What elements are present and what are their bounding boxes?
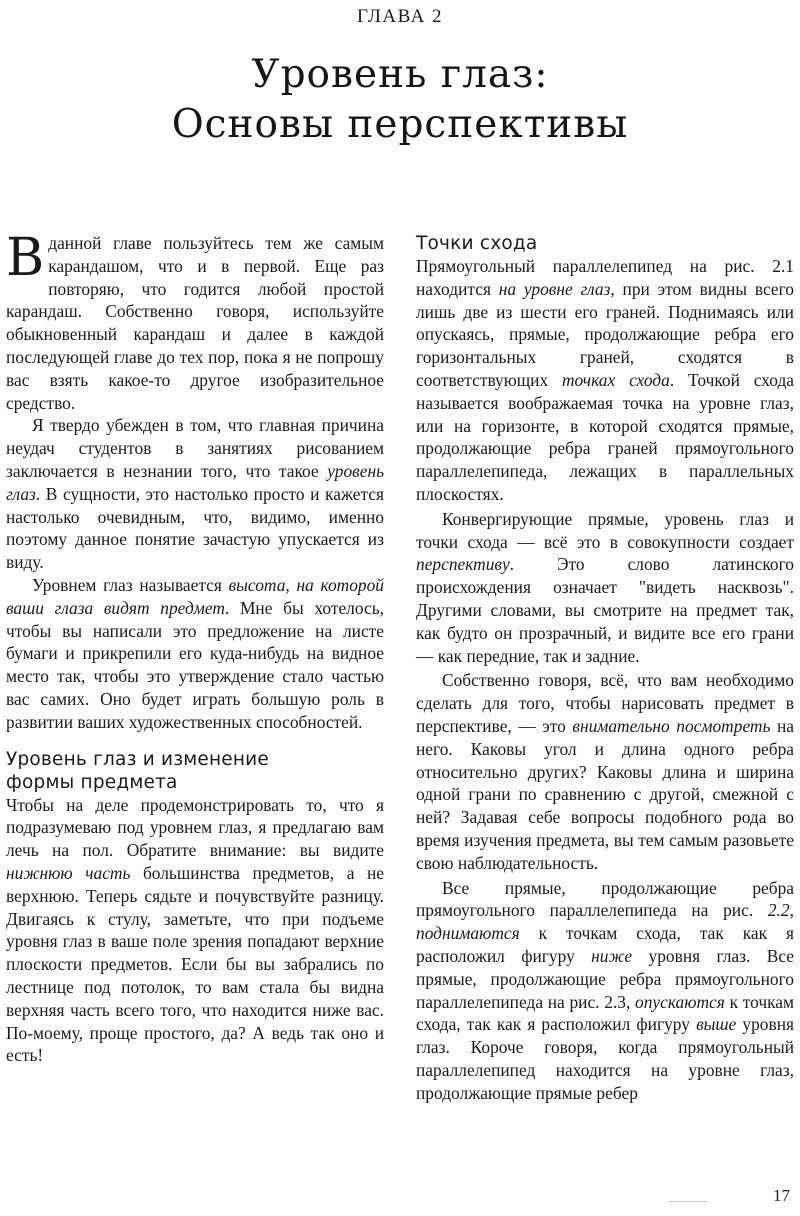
- emphasis-text: на уровне глаз: [498, 278, 611, 299]
- paragraph-vanishing-points: [416, 255, 794, 506]
- paragraph-intro-text: данной главе пользуйтесь тем же самым карандашом, что и в первой. Еще раз повторяю, что годится любой простой карандаш. Собственно говоря, используйте обыкновенный карандаш и далее в каждой последующей главе до тех пор, пока я не попрошу вас взять какое-то другое изобразительное средство.: [6, 233, 384, 413]
- text-run: большинства предметов, а не верхнюю. Теперь сядьте и почувствуйте разницу. Двигаясь к стулу, заметьте, что при подъеме уровня глаз в ваше поле зрения попадают верхние плоскости предметов. Если бы вы забрались по лестнице под потолок, то вам стала бы видна верхняя часть всего того, что находится ниже вас. По-моему, проще простого, да? А ведь так оно и есть!: [6, 862, 384, 1066]
- chapter-title: [0, 50, 800, 150]
- emphasis-text: выше: [696, 1014, 737, 1035]
- footer-rule: [668, 1201, 708, 1202]
- right-column: [416, 232, 794, 1104]
- text-run: Уровнем глаз называется: [32, 574, 229, 595]
- text-run: Прямоугольный параллелепипед на рис. 2.1 находится: [416, 256, 794, 299]
- text-run: Чтобы на деле продемонстрировать то, что я подразумеваю под уровнем глаз, я предлагаю вам лечь на пол. Обратите внимание: вы видите: [6, 794, 384, 861]
- emphasis-text: внимательно посмотреть: [572, 715, 771, 736]
- text-run: уровня глаз. Короче говоря, когда прямоугольный параллелепипед находится на уровне глаз, продолжающие прямые ребер: [416, 1014, 795, 1103]
- paragraph-perspective: [416, 508, 794, 668]
- paragraph-intro: [6, 228, 384, 414]
- chapter-label: ГЛАВА 2: [356, 6, 444, 27]
- text-run: ,: [789, 900, 794, 921]
- section-heading-line-1: Уровень глаз и изменение: [6, 748, 269, 770]
- text-run: Я твердо убежден в том, что главная причина неудач студентов в занятиях рисованием заключается в незнании того, что такое: [6, 415, 384, 481]
- text-run: . В сущности, это настолько просто и кажется настолько очевидным, что, видимо, именно поэтому данное понятие зачастую упускается из виду.: [6, 483, 384, 573]
- text-run: Конвергирующие прямые, уровень глаз и точки схода — всё это в совокупности создает: [416, 508, 794, 552]
- emphasis-text: высота, на которой ваши глаза видят предмет: [6, 574, 384, 618]
- chapter-title-line-1: Уровень глаз:: [251, 52, 549, 97]
- text-run: . Это слово латинского происхождения означает "видеть насквозь". Другими словами, вы смотрите на предмет так, как будто он прозрачный, и видите все его грани — как передние, так и задние.: [416, 554, 794, 666]
- emphasis-text: 2.2: [767, 900, 790, 921]
- section-heading-vanishing-points: Точки схода: [416, 233, 538, 254]
- text-run: Собственно говоря, всё, что вам необходимо сделать для того, чтобы нарисовать предмет в перспективе, — это: [416, 670, 794, 736]
- paragraph-definition: [6, 574, 384, 734]
- paragraph-observation: [416, 669, 794, 874]
- page-number: 17: [773, 1186, 790, 1205]
- text-run: к точкам схода, так как я расположил фигуру: [416, 991, 794, 1035]
- chapter-title-line-2: Основы перспективы: [171, 102, 629, 147]
- emphasis-text: опускаются: [635, 991, 725, 1012]
- paragraph-demonstration: [6, 794, 384, 1068]
- emphasis-text: поднимаются: [416, 923, 520, 944]
- emphasis-text: перспективу: [416, 554, 510, 575]
- text-run: к точкам схода, так как я расположил фигуру: [416, 923, 794, 966]
- left-column: [6, 228, 384, 1067]
- emphasis-text: нижнюю часть: [6, 862, 131, 883]
- section-heading-line-2: формы предмета: [6, 771, 178, 793]
- section-heading-eye-level: [6, 748, 384, 794]
- emphasis-text: точках схода: [562, 369, 670, 390]
- text-run: Все прямые, продолжающие ребра прямоугольного параллелепипеда на рис.: [416, 877, 794, 921]
- paragraph-reason: [6, 414, 384, 574]
- text-run: . Точкой схода называется воображаемая точка на уровне глаз, или на горизонте, в которой сходятся прямые, продолжающие ребра граней прямоугольного параллелепипеда, лежащих в параллельных плоскостях.: [416, 369, 795, 504]
- drop-cap: В: [6, 228, 45, 288]
- text-run: уровня глаз. Все прямые, продолжающие ребра прямоугольного параллелепипеда на рис. 2.3,: [416, 945, 794, 1012]
- emphasis-text: ниже: [591, 945, 633, 966]
- text-run: . Мне бы хотелось, чтобы вы написали это предложение на листе бумаги и прикрепили его куда-нибудь на видное место так, чтобы это утверждение стало частью вас самих. Оно будет играть большую роль в развитии ваших художественных способностей.: [6, 597, 384, 732]
- text-run: на него. Каковы угол и длина одного ребра относительно других? Каковы длина и ширина одной грани по сравнению с другой, смежной с ней? Задавая себе вопросы подобного рода во время изучения предмета, вы тем самым разовьете свою наблюдательность.: [416, 715, 794, 873]
- text-run: , при этом видны всего лишь две из шести его граней. Поднимаясь или опускаясь, прямые, продолжающие ребра его горизонтальных граней, сходятся в соответствующих: [416, 278, 794, 390]
- emphasis-text: уровень глаз: [6, 460, 384, 504]
- paragraph-converging-lines: [416, 877, 794, 1105]
